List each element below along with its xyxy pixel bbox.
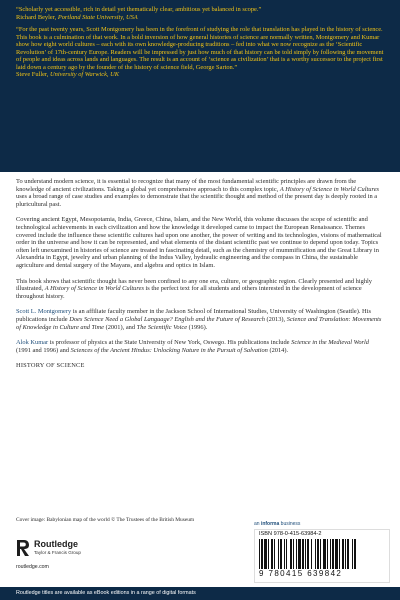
endorser-affiliation: Portland State University, USA [57,13,138,21]
publication-title: Does Science Need a Global Language? English and the Future of Research [69,315,265,323]
endorsement-2 [16,26,384,79]
publication-title: Science and Translation: Movements of Knowledge in Culture and Time [16,315,382,331]
endorser-name: Steve Fuller, [16,71,49,78]
text-run: an [254,521,261,527]
publication-title: The Scientific Voice [136,323,188,331]
ebook-note: Routledge titles are available as eBook editions in a range of digital formats [16,590,196,596]
ebook-strip [0,587,400,600]
informa-tagline [254,521,300,527]
text-run: is the perfect text for all students and others interested in the development of science throughout history. [16,285,362,300]
text-run: (1991 and 1996) and [16,346,71,354]
barcode-digits: 9 780415 639842 [259,569,343,578]
publication-title: Sciences of the Ancient Hindus: Unlocking Nature in the Pursuit of Salvation [70,346,268,354]
author-bio-1 [16,308,384,331]
text-run: (2001), and [104,323,137,331]
cover-image-credit: Cover image: Babylonian map of the world © The Trustees of the British Museum [16,517,195,523]
footer [0,517,400,600]
endorsement-1 [16,6,384,21]
book-title: A History of Science in World Cultures [44,285,144,293]
publisher-group: Taylor & Francis Group [34,550,81,555]
text-run: uses a broad range of case studies and examples to demonstrate that the scientific thought and method of the present day is deeply rooted in a pluricultural past. [16,193,378,208]
description-paragraph-2: Covering ancient Egypt, Mesopotamia, India, Greece, China, Islam, and the New World, this volume discusses the scope of scientific and technological achievements in each civilization and how the knowledge it developed came to impact the European Renaissance. Themes covered include the influence these scientific cultures had upon one another, the power of writing and its technologies, visions of mathematical order in the universe and how it can be represented, and what elements of the distant scientific past we continue to depend upon today. Topics often left unexamined in histories of science are treated in fascinating detail, such as the chemistry of mummification and the Great Library in Alexandria in Egypt, jewelry and urban planning of the Indus Valley, hydraulic engineering and the compass in China, the sustainable agriculture and dental surgery of the Mayans, and algebra and optics in Islam. [16,216,382,269]
author-bio-2 [16,339,384,354]
subject-category: HISTORY OF SCIENCE [16,362,85,370]
barcode-bars-icon [259,539,385,569]
publisher-logo [16,537,166,577]
isbn-barcode [254,529,390,583]
text-run: (2013), [264,315,287,323]
text-run: is an affiliate faculty member in the Jackson School of International Studies, University of Washington (Seattle). His publications include [16,308,371,323]
informa-wordmark: informa [260,521,280,527]
text-run: (2014). [267,346,289,354]
description-paragraph-1 [16,178,384,208]
isbn-label: ISBN 978-0-415-63984-2 [259,531,322,537]
book-title: A History of Science in World Cultures [279,185,380,193]
endorsements-panel [0,0,400,172]
description-panel [0,172,400,517]
endorsement-attribution [16,14,384,22]
text-run: This book shows that scientific thought has never been confined to any one era, culture, or geographic region. Clearly presented and highly illustrated, [16,277,372,293]
endorser-name: Richard Beyler, [16,13,57,21]
publisher-url: routledge.com [16,564,49,570]
publication-title: Science in the Medieval World [291,339,369,347]
text-run: (1996). [187,323,208,331]
author-name: Alok Kumar [16,339,49,347]
endorsement-attribution [16,71,384,79]
description-paragraph-3 [16,278,384,301]
author-name: Scott L. Montgomery [16,308,72,316]
endorsement-quote: “For the past twenty years, Scott Montgomery has been in the forefront of studying the role that translation has played in the history of science. This book is a culmination of that work. In a bold inversion of how general histories of science are normally written, Montgomery and Kumar show how eight world cultures – each with its own knowledge-producing traditions – fed into what we now recognize as the ‘Scientific Revolution’ of 17th-century Europe. Readers will be impressed by just how much of that history can be told simply by following the movement of people and ideas across lands and languages. The result is an account of ‘science as civilization’ that is a worthy successor to the project first laid down a century ago by the founder of the history of science field, George Sarton.” [16,26,384,71]
endorser-affiliation: University of Warwick, UK [50,71,120,78]
routledge-mark-icon [16,539,30,557]
text-run: business [279,521,301,527]
publisher-name: Routledge [34,539,78,549]
endorsement-quote: “Scholarly yet accessible, rich in detail yet thematically clear, ambitious yet balanced in scope.” [16,6,262,13]
text-run: To understand modern science, it is essential to recognize that many of the most fundamental scientific principles are drawn from the knowledge of ancient civilizations. Taking a global yet comprehensive approach to this complex topic, [16,178,357,193]
text-run: is professor of physics at the State University of New York, Oswego. His publications include [48,339,292,347]
